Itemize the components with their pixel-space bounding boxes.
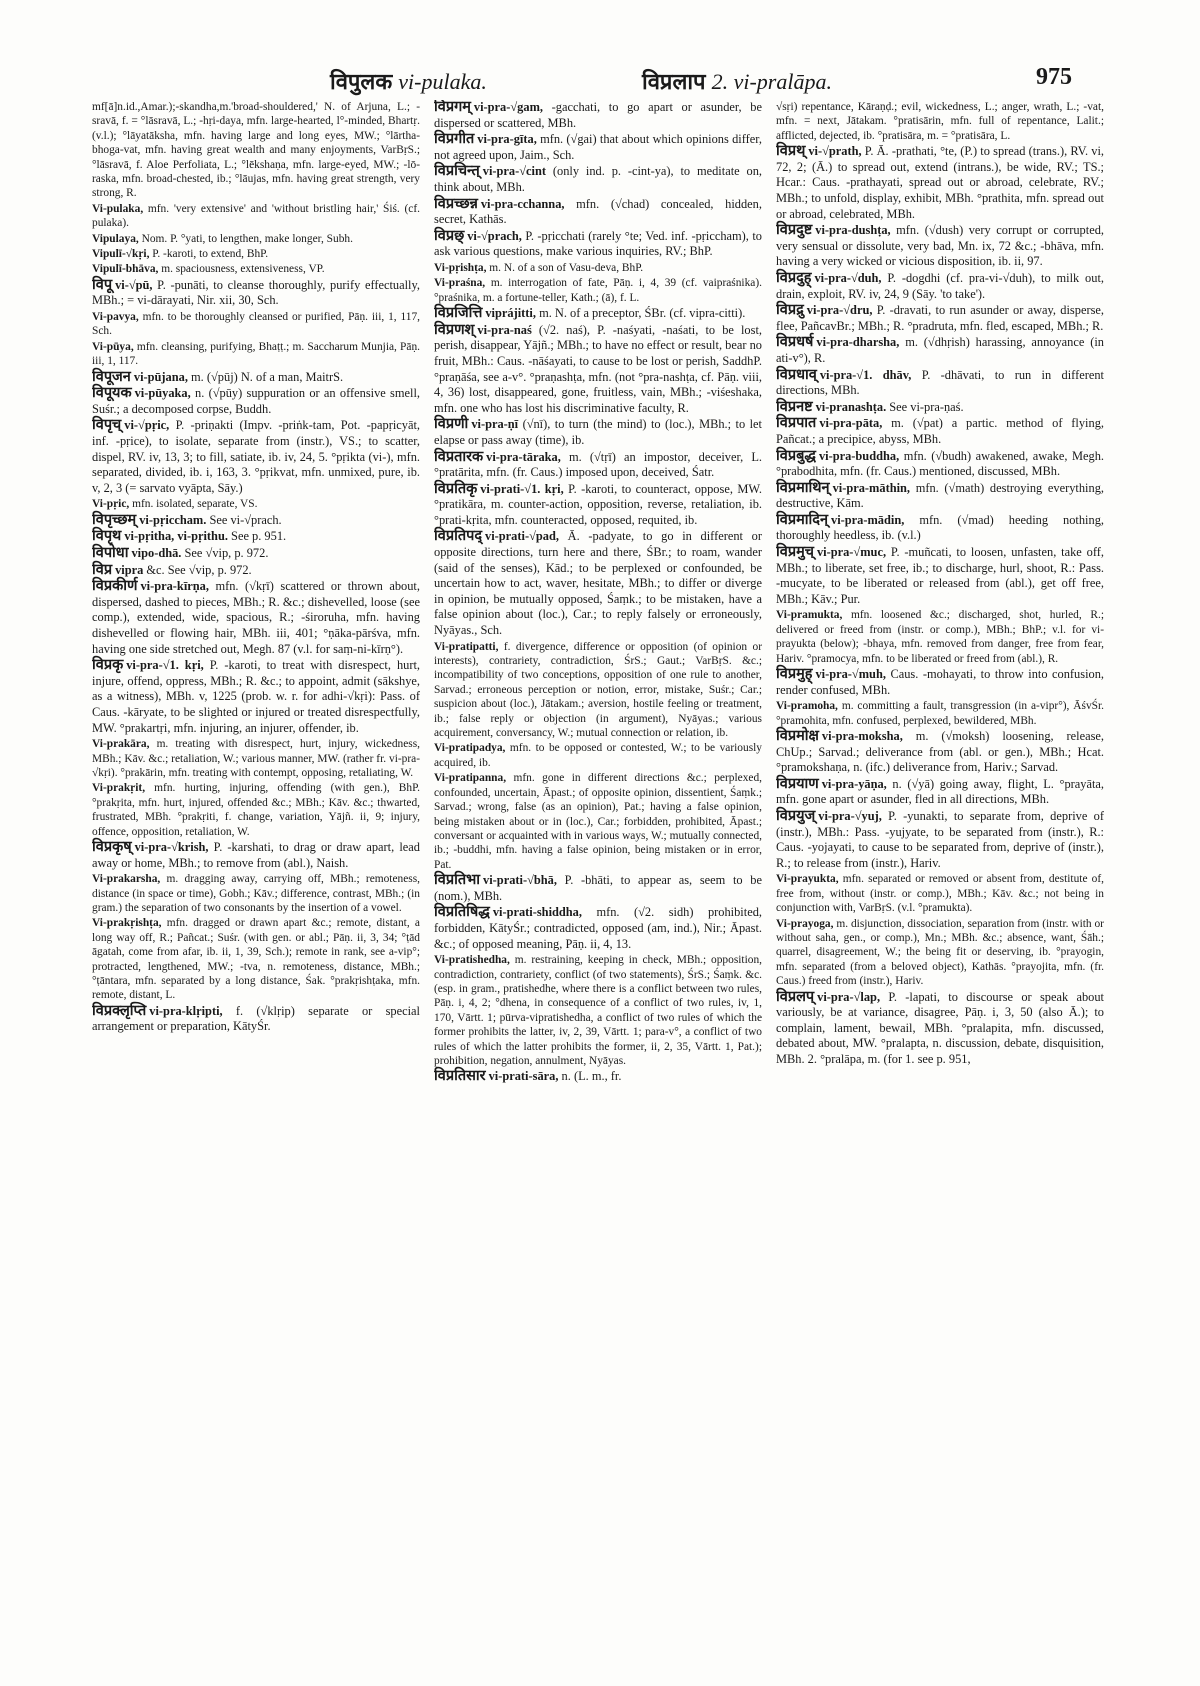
entry-headword: vi-√prach, xyxy=(467,228,522,243)
entry-headword: viprájitti, xyxy=(485,306,536,321)
dictionary-entry xyxy=(776,368,1104,399)
entry-devanagari-headword: विपोधा xyxy=(92,545,129,562)
entry-devanagari-headword: विप्रणी xyxy=(434,416,469,433)
dictionary-entry xyxy=(92,418,420,496)
entry-definition: Nom. P. °yati, to lengthen, make longer, Subh. xyxy=(141,232,353,245)
dictionary-entry xyxy=(434,164,762,195)
entry-definition: m. interrogation of fate, Pāṇ. i, 4, 39 (cf. vaipraśnika). °praśnika, m. a fortune-teller, Kath.; (ā), f. L. xyxy=(434,277,762,304)
entry-definition: See √vip, p. 972. xyxy=(184,546,269,561)
entry-devanagari-headword: विप्रयाण xyxy=(776,775,819,792)
entry-definition: √sṛi) repentance, Kāraṇḍ.; evil, wickedness, L.; anger, wrath, L.; -vat, mfn. = next, Jātakam. °pratisārin, mfn. full of repentance, Lalit.; afflicted, dejected, ib. °pratisāra, m. = °pratisāra, L. xyxy=(776,101,1104,142)
entry-definition: (√2. naś), P. -naśyati, -naśati, to be lost, perish, disappear, Yājñ.; MBh.; to have no effect or result, bear no fruit, MBh.: Caus. -nāśayati, to cause to be lost or perish, SaddhP. °praṇāśa, see a-v°. °praṇashṭa, mfn. (not °pra-nashṭa, cf. Pāṇ. viii, 4, 36) lost, disappeared, gone, fruitless, vain, MBh.; -viśeshaka, mfn. one who has lost his discriminative faculty, R. xyxy=(434,322,762,415)
dictionary-entry xyxy=(776,608,1104,666)
dictionary-entry xyxy=(776,400,1104,416)
dictionary-entry xyxy=(92,546,420,562)
entry-headword: vi-pra-√krish, xyxy=(134,840,209,854)
dictionary-entry xyxy=(92,370,420,386)
entry-definition: P. -karshati, to drag or draw apart, lead away or home, MBh.; to remove from (abl.), Naish. xyxy=(92,840,420,870)
dictionary-entry xyxy=(776,872,1104,915)
dictionary-entry xyxy=(92,247,420,261)
entry-definition: mfn. (√kṛī) scattered or thrown about, dispersed, dashed to pieces, MBh.; R. &c.; dishevelled, loose (see comp.), extended, wide, spacious, R.; -śiroruha, mfn. having dishevelled or flowing hair, MBh. iii, 401; °ṇāka-pārśva, mfn. having one side stretched out, Megh. 87 (v.l. for saṃ-ni-kīrṇ°). xyxy=(92,579,420,656)
entry-definition: mfn. (√2. sidh) prohibited, forbidden, KātyŚr.; contradicted, opposed (am, ind.), Nir.; Āpast. &c.; of opposed meaning, Pāṇ. ii, 4, 13. xyxy=(434,905,762,951)
dictionary-entry xyxy=(776,144,1104,222)
entry-devanagari-headword: विप्रणश् xyxy=(434,321,475,338)
entry-definition: Ā. -padyate, to go in different or opposite directions, turn here and there, ŚBr.; to roam, wander (said of the senses), Kād.; to be perplexed or confounded, be uncertain how to act, waver, hesitate, MBh.; to differ or diverge in opinion, be mutually opposed, Śaṃk.; to be mistaken, have a false opinion about (loc.), Car.; to reply falsely or erroneously, Nyāyas., Sch. xyxy=(434,529,762,638)
dictionary-entry xyxy=(776,667,1104,698)
dictionary-entry xyxy=(92,737,420,780)
dictionary-entry xyxy=(92,513,420,529)
entry-devanagari-headword: विप्रमादिन् xyxy=(776,511,828,528)
entry-headword: vi-prati-√pad, xyxy=(485,529,559,544)
entry-definition: P. -karoti, to treat with disrespect, hurt, injure, offend, oppress, MBh.; R. &c.; to appoint, admit (sākshye, as a witness), MBh. v, 1225 (prob. w. r. for adhi-√kṛi): Pass. of Caus. -kāryate, to be slighted or injured or treated disrespectfully, MW. °prakartṛi, mfn. injuring, an injurer, offender, ib. xyxy=(92,658,420,735)
dictionary-entry xyxy=(434,771,762,872)
entry-headword: vi-prati-sāra, xyxy=(488,1069,559,1084)
entry-devanagari-headword: विपृच्छम् xyxy=(92,511,137,528)
entry-headword: vi-pra-pāta, xyxy=(819,416,883,431)
dictionary-entry xyxy=(434,306,762,322)
entry-headword: vi-pra-√muc, xyxy=(816,545,887,560)
entry-definition: See vi-√prach. xyxy=(209,512,282,527)
dictionary-entry xyxy=(92,262,420,276)
entry-definition: mfn. gone in different directions &c.; perplexed, confounded, uncertain, Āpast.; of opposite opinion, dissentient, Śaṃk.; Sarvad.; wrong, false (as an opinion), Pat.; having a false opinion, being mistaken about or in (loc.), Car.; forbidden, prohibited, Āpast.; conversant or acquainted with in various ways, W.; mutually connected, ib.; -buddhi, mfn. having a false opinion, being mistaken or in error, Pat. xyxy=(434,772,762,871)
dictionary-entry xyxy=(92,340,420,369)
entry-headword: vi-pra-√1. dhāv, xyxy=(819,367,912,382)
header-left-latin: vi-pulaka. xyxy=(398,69,487,94)
entry-definition: P. -dhāvati, to run in different directions, MBh. xyxy=(776,367,1104,398)
dictionary-entry xyxy=(434,276,762,305)
dictionary-entry xyxy=(92,658,420,736)
entry-definition: m. disjunction, dissociation, separation from (instr. with or without saha, gen., or comp.), Mn.; MBh. &c.; absence, want, Śāh.; quarrel, disagreement, W.; the being fit or deserving, ib. °prayogin, mfn. separated (from a beloved object), Kathās. °prayojita, mfn. (fr. Caus.) freed from (instr.), Hariv. xyxy=(776,917,1104,988)
entry-definition: m. restraining, keeping in check, MBh.; opposition, contradiction, contrariety, conflict (of two statements), ŚrS.; Śaṃk. &c. (esp. in gram., pratishedhe, where there is a conflict between two rules, Pāṇ. i, 4, 2; °dhena, in consequence of a conflict of two rules, iv, 1, 170, Vārtt. 1; pūrva-vipratishedha, a conflict of two rules of which the former prohibits the latter, iv, 2, 39, Vārtt. 1; para-v°, a conflict of two rules of which the latter prohibits the former, ii, 2, 35, Vārtt. 1, Pat.); prohibition, negation, annulment, Nyāyas. xyxy=(434,954,762,1067)
header-left-devanagari: विपुलक xyxy=(330,69,393,94)
dictionary-entry xyxy=(776,990,1104,1068)
dictionary-entry xyxy=(434,417,762,448)
dictionary-entry xyxy=(776,271,1104,302)
dictionary-entry xyxy=(776,449,1104,480)
entry-devanagari-headword: विप्रतिकृ xyxy=(434,480,478,497)
entry-headword: Vi-prayoga, xyxy=(776,917,834,930)
entry-devanagari-headword: विप्रबुद्ध xyxy=(776,447,816,464)
entry-definition: (only ind. p. -cint-ya), to meditate on, think about, MBh. xyxy=(434,164,762,194)
entry-headword: vi-pra-cchanna, xyxy=(480,196,565,211)
dictionary-entry xyxy=(434,529,762,638)
entry-headword: Vi-prakṛit, xyxy=(92,782,146,795)
dictionary-entry xyxy=(776,729,1104,776)
dictionary-entry xyxy=(92,529,420,545)
entry-devanagari-headword: विप्रक्लृप्ति xyxy=(92,1002,147,1019)
dictionary-entry xyxy=(92,278,420,309)
dictionary-entry xyxy=(434,100,762,131)
header-left-headword xyxy=(330,66,487,96)
entry-definition: mfn. (√math) destroying everything, destructive, Kām. xyxy=(776,480,1104,511)
entry-devanagari-headword: विप्रमुह् xyxy=(776,666,813,683)
entry-headword: vi-pra-√cint xyxy=(482,164,547,179)
entry-devanagari-headword: विप्रतिषिद्ध xyxy=(434,904,490,921)
entry-devanagari-headword: विपृथ xyxy=(92,528,122,545)
entry-devanagari-headword: विप्रकृ xyxy=(92,657,124,674)
entry-devanagari-headword: विप्र xyxy=(92,561,113,578)
entry-definition: P. -dogdhi (cf. pra-vi-√duh), to milk out, drain, exploit, RV. iv, 24, 9 (Sāy. 'to take'). xyxy=(776,270,1104,301)
entry-definition: mfn. hurting, injuring, offending (with gen.), BhP. °prakṛita, mfn. hurt, injured, offended &c.; MBh.; Kāv. &c.; thwarted, frustrated, MBh. °prakṛiti, f. change, variation, Yājñ. ii, 9; injury, offence, opposition, retaliation, W. xyxy=(92,782,420,838)
entry-devanagari-headword: विप्रतिपद् xyxy=(434,528,483,545)
entry-definition: mfn. separated or removed or absent from, destitute of, free from, without (instr. or comp.), MBh.; Kāv. &c.; not being in conjunction with, VarBṛS. (v.l. °pramukta). xyxy=(776,873,1104,915)
entry-headword: vi-√pū, xyxy=(115,277,153,292)
dictionary-entry xyxy=(92,310,420,339)
dictionary-entry xyxy=(776,100,1104,143)
entry-devanagari-headword: विपूजन xyxy=(92,368,131,385)
entry-headword: Vi-prakarsha, xyxy=(92,873,161,886)
entry-headword: vi-pra-ṇī xyxy=(471,417,519,432)
entry-headword: vi-pra-naś xyxy=(477,322,532,337)
dictionary-entry xyxy=(434,482,762,529)
dictionary-entry xyxy=(776,917,1104,989)
dictionary-entry xyxy=(776,545,1104,607)
entry-definition: mfn. isolated, separate, VS. xyxy=(132,498,258,511)
entry-devanagari-headword: विप्रच्छन्न xyxy=(434,195,478,212)
entry-devanagari-headword: विप्रतिसार xyxy=(434,1068,486,1085)
entry-headword: Vi-pṛic, xyxy=(92,498,130,511)
entry-definition: m. (√pūj) N. of a man, MaitrS. xyxy=(191,369,344,384)
entry-headword: Vi-pratipanna, xyxy=(434,772,507,785)
entry-devanagari-headword: विप्रगम् xyxy=(434,100,471,115)
entry-definition: m. (√moksh) loosening, release, ChUp.; Sarvad.; deliverance from (abl. or gen.), MBh.; Hcat. °pramokshaṇa, n. (ifc.) deliverance from, Hariv.; Sarvad. xyxy=(776,729,1104,775)
dictionary-entry xyxy=(92,497,420,511)
dictionary-entry xyxy=(92,781,420,839)
entry-headword: vi-pra-buddha, xyxy=(818,448,900,463)
entry-headword: vi-pūyaka, xyxy=(134,386,191,401)
entry-headword: vi-pra-√muh, xyxy=(815,667,886,682)
entry-headword: Vi-prayukta, xyxy=(776,873,839,886)
dictionary-entry xyxy=(434,1069,762,1085)
header-center-latin: 2. vi-pralāpa. xyxy=(711,69,832,94)
dictionary-entry xyxy=(434,261,762,275)
entry-definition: m. (√tṛī) an impostor, deceiver, L. °pratārita, mfn. (fr. Caus.) imposed upon, deceived, Śatr. xyxy=(434,449,762,480)
dictionary-entry xyxy=(92,100,420,201)
entry-headword: vi-pra-√lap, xyxy=(817,989,881,1004)
entry-devanagari-headword: विप्रकीर्ण xyxy=(92,578,138,595)
entry-headword: Vi-prakṛishṭa, xyxy=(92,917,162,930)
entry-headword: vi-pra-kīrṇa, xyxy=(140,579,209,594)
entry-headword: vi-pra-√1. kṛi, xyxy=(126,658,204,673)
entry-headword: Vi-pratishedha, xyxy=(434,954,510,967)
entry-definition: -gacchati, to go apart or asunder, be dispersed or scattered, MBh. xyxy=(434,100,762,130)
dictionary-entry xyxy=(434,640,762,741)
entry-headword: vi-pṛiccham. xyxy=(139,512,207,527)
entry-devanagari-headword: विप्रचिन्त् xyxy=(434,163,480,180)
entry-devanagari-headword: विप्रधाव् xyxy=(776,366,817,383)
dictionary-entry xyxy=(92,579,420,657)
entry-definition: P. -lapati, to discourse or speak about variously, be at variance, disagree, Pāṇ. i, 3, 50 (also Ā.); to complain, lament, bewail, MBh. °pralapita, mfn. discussed, debated about, MW. °pralapta, n. discussion, debate, disquisition, MBh. 2. °pralāpa, m. (for 1. see p. 951, xyxy=(776,989,1104,1067)
entry-devanagari-headword: विप्रलप् xyxy=(776,988,815,1005)
entry-definition: mfn. dragged or drawn apart &c.; remote, distant, a long way off, R.; Pañcat.; Suśr. (with gen. or abl.; Pāṇ. ii, 3, 34; °ṭād āgatah, come from afar, ib. ii, 1, 39, Sch.); remote in rank, see a-vip°; protracted, lengthened, MW.; -tva, n. remoteness, distance, MBh.; °ṭāntara, mfn. separated by a long distance, Śak. °prakṛishṭaka, mfn. remote, distant, L. xyxy=(92,917,420,1002)
header-center-headword xyxy=(642,66,832,96)
entry-headword: Vipulī-√kṛi, xyxy=(92,248,150,261)
entry-devanagari-headword: विपू xyxy=(92,276,113,293)
column-1 xyxy=(92,100,420,1600)
entry-definition: &c. See √vip, p. 972. xyxy=(146,562,252,577)
entry-definition: mfn. (√budh) awakened, awake, Megh. °prabodhita, mfn. (fr. Caus.) mentioned, discussed, MBh. xyxy=(776,448,1104,479)
entry-headword: vi-pra-gīta, xyxy=(477,132,537,147)
entry-definition: P. -dravati, to run asunder or away, disperse, flee, PañcavBr.; MBh.; R. °pradruta, mfn. fled, escaped, MBh.; R. xyxy=(776,303,1104,333)
dictionary-entry xyxy=(434,323,762,417)
dictionary-entry xyxy=(92,232,420,246)
entry-definition: (√nī), to turn (the mind) to (loc.), MBh.; to let elapse or pass away (time), ib. xyxy=(434,417,762,447)
entry-headword: Vi-pratipatti, xyxy=(434,640,499,653)
running-header xyxy=(0,62,1200,96)
dictionary-entry xyxy=(434,132,762,163)
dictionary-entry xyxy=(776,481,1104,512)
entry-definition: P. -priṇakti (Impv. -priṅk-tam, Pot. -papṛicyāt, inf. -pṛice), to isolate, separate from (instr.), VS.; to scatter, dispel, RV. iv, 13, 3; to fill, satiate, ib. iv, 24, 5. °pṛikta (vi-), mfn. separated, divided, ib. i, 163, 3. °pṛikvat, mfn. unmixed, pure, ib. v, 2, 3 (= sarvato vyāpta, Sāy.) xyxy=(92,418,420,495)
page-number: 975 xyxy=(1036,64,1072,90)
dictionary-entry xyxy=(434,450,762,481)
entry-devanagari-headword: विप्रमाथिन् xyxy=(776,479,830,496)
dictionary-entry xyxy=(776,335,1104,366)
entry-definition: m. N. of a son of Vasu-deva, BhP. xyxy=(489,261,644,274)
entry-devanagari-headword: विप्रथ् xyxy=(776,143,806,160)
dictionary-entry xyxy=(92,386,420,417)
header-center-devanagari: विप्रलाप xyxy=(642,69,706,94)
entry-headword: vi-pra-tāraka, xyxy=(486,449,561,464)
entry-definition: n. (√yā) going away, flight, L. °prayāta, mfn. gone apart or asunder, fled in all directions, MBh. xyxy=(776,776,1104,807)
entry-definition: n. (√pūy) suppuration or an offensive smell, Suśr.; a decomposed corpse, Buddh. xyxy=(92,386,420,416)
entry-devanagari-headword: विप्रदुह् xyxy=(776,269,812,286)
entry-definition: mfn. (√chad) concealed, hidden, secret, Kathās. xyxy=(434,196,762,227)
entry-headword: vi-prati-√bhā, xyxy=(483,873,557,888)
dictionary-entry xyxy=(92,202,420,231)
entry-headword: vi-pra-klṛipti, xyxy=(149,1003,223,1018)
entry-devanagari-headword: विप्रपात xyxy=(776,415,817,432)
dictionary-entry xyxy=(776,699,1104,728)
entry-definition: mfn. (√dush) very corrupt or corrupted, very sensual or dissolute, very bad, Mn. ix, 72 &c.; -bhāva, mfn. having a very wicked or vicious disposition, ib. ii, 97. xyxy=(776,223,1104,269)
entry-definition: mfn. loosened &c.; discharged, shot, hurled, R.; delivered or freed from (instr. or comp.), MBh.; BhP.; v.l. for vi-prayukta (below); -bhaya, mfn. removed from danger, free from fear, Hariv. °pramocya, mfn. to be liberated or freed from (abl.), R. xyxy=(776,609,1104,665)
dictionary-entry xyxy=(92,840,420,871)
entry-headword: vi-√prath, xyxy=(808,144,862,159)
entry-definition: mfn. to be opposed or contested, W.; to be variously acquired, ib. xyxy=(434,742,762,769)
dictionary-entry xyxy=(776,809,1104,871)
column-2 xyxy=(434,100,762,1600)
entry-devanagari-headword: विपृच् xyxy=(92,417,122,434)
entry-definition: f. divergence, difference or opposition (of opinion or interests), contrariety, contradiction, ŚrS.; Gaut.; VarBṛS. &c.; incompatibility of two conceptions, opposition of one rule to another, Sarvad.; erroneous perception or notion, error, mistake, Suśr.; Car.; suspicion about (loc.), Jātakam.; aversion, hostile feeling or treatment, ib.; false reply or objection (in argument), Nyāyas.; various acquirement, conversancy, W.; mutual connection or relation, ib. xyxy=(434,640,762,740)
entry-devanagari-headword: विपूयक xyxy=(92,385,132,402)
dictionary-entry xyxy=(434,197,762,228)
entry-headword: vi-prati-shiddha, xyxy=(492,905,582,920)
dictionary-entry xyxy=(92,916,420,1002)
dictionary-entry xyxy=(776,513,1104,544)
entry-devanagari-headword: विप्रजित्ति xyxy=(434,305,483,322)
entry-headword: Vi-praśna, xyxy=(434,277,486,290)
entry-headword: vi-√pṛic, xyxy=(124,418,170,433)
entry-headword: vi-pūjana, xyxy=(133,369,188,384)
dictionary-entry xyxy=(92,563,420,579)
dictionary-entry xyxy=(776,223,1104,270)
entry-definition: mfn. (√gai) that about which opinions differ, not agreed upon, Jaim., Sch. xyxy=(434,132,762,162)
entry-definition: See vi-pra-ṇaś. xyxy=(889,399,964,414)
dictionary-entry xyxy=(776,303,1104,334)
dictionary-entry xyxy=(434,741,762,770)
dictionary-entry xyxy=(434,229,762,260)
entry-headword: vi-pra-dharsha, xyxy=(816,335,900,350)
entry-headword: Vi-pramukta, xyxy=(776,609,843,622)
entry-definition: mfn. cleansing, purifying, Bhaṭṭ.; m. Saccharum Munjia, Pāṇ. iii, 1, 117. xyxy=(92,340,420,368)
entry-definition: See p. 951. xyxy=(231,529,287,544)
entry-definition: P. Ā. -prathati, °te, (P.) to spread (trans.), RV. vi, 72, 2; (Ā.) to spread out, extend (intrans.), be wide, RV.; TS.; Hcar.: Caus. -prathayati, spread out or abroad, celebrate, RV.; MBh.; to unfold, display, exhibit, MBh. °prathita, mfn. spread out or abroad, celebrated, MBh. xyxy=(776,144,1104,221)
entry-headword: vi-pṛitha, vi-pṛithu. xyxy=(124,529,228,544)
entry-definition: mfn. to be thoroughly cleansed or purified, Pāṇ. iii, 1, 117, Sch. xyxy=(92,311,420,338)
dictionary-entry xyxy=(434,905,762,952)
entry-definition: P. -punāti, to cleanse thoroughly, purify effectually, MBh.; = vi-dārayati, Nir. xii, 30, Sch. xyxy=(92,277,420,308)
entry-headword: Vi-pratipadya, xyxy=(434,742,506,755)
entry-devanagari-headword: विप्रगीत xyxy=(434,131,475,148)
entry-definition: P. -muñcati, to loosen, unfasten, take off, MBh.; to liberate, set free, ib.; to discharge, hurl, shoot, R.: Pass. -mucyate, to be liberated or released from (abl.), get off free, MBh.; Kāv.; Pur. xyxy=(776,545,1104,606)
dictionary-entry xyxy=(434,873,762,904)
entry-headword: Vi-pṛishṭa, xyxy=(434,261,487,274)
entry-definition: n. (L. m., fr. xyxy=(561,1069,622,1084)
dictionary-entry xyxy=(434,953,762,1068)
entry-definition: P. -karoti, to counteract, oppose, MW. °pratikāra, m. counter-action, opposition, reverse, retaliation, ib. °prati-kṛita, mfn. counteracted, opposed, requited, ib. xyxy=(434,481,762,527)
entry-devanagari-headword: विप्रतारक xyxy=(434,448,484,465)
entry-headword: vi-pra-√yuj, xyxy=(818,809,882,824)
entry-devanagari-headword: विप्रतिभा xyxy=(434,872,481,889)
entry-headword: Vipulaya, xyxy=(92,232,139,245)
entry-headword: vi-prati-√1. kṛi, xyxy=(480,481,564,496)
entry-headword: Vipulī-bhāva, xyxy=(92,263,159,276)
entry-definition: P. -bhāti, to appear as, seem to be (nom.), MBh. xyxy=(434,873,762,903)
entry-headword: vi-pra-√duh, xyxy=(814,270,882,285)
entry-devanagari-headword: विप्रद्रु xyxy=(776,302,804,319)
entry-headword: vi-pra-yāṇa, xyxy=(821,776,887,791)
entry-definition: m. spaciousness, extensiveness, VP. xyxy=(161,263,325,276)
entry-headword: vi-pra-mādin, xyxy=(831,512,905,527)
entry-devanagari-headword: विप्रदुष्ट xyxy=(776,222,813,239)
entry-headword: Vi-pramoha, xyxy=(776,700,838,713)
entry-devanagari-headword: विप्रमोक्ष xyxy=(776,728,819,745)
entry-devanagari-headword: विप्रधर्ष xyxy=(776,334,814,351)
entry-definition: m. (√dhṛish) harassing, annoyance (in ati-v°), R. xyxy=(776,335,1104,365)
entry-headword: Vi-pavya, xyxy=(92,311,139,324)
entry-headword: vi-pra-√gam, xyxy=(473,100,543,114)
entry-definition: mfn. 'very extensive' and 'without bristling hair,' Śiś. (cf. pulaka). xyxy=(92,202,420,230)
entry-definition: Caus. -mohayati, to throw into confusion, render confused, MBh. xyxy=(776,667,1104,697)
dictionary-entry xyxy=(92,872,420,915)
dictionary-entry xyxy=(776,777,1104,808)
column-3 xyxy=(776,100,1104,1600)
entry-headword: Vi-prakāra, xyxy=(92,738,150,751)
entry-definition: mf[ā]n.id.,Amar.);-skandha,m.'broad-shouldered,' N. of Arjuna, L.; -sravā, f. = °lāsravā, L.; -hṛi-daya, mfn. large-hearted, l°-minded, Bhartṛ. (v.l.); °lāyatāksha, mfn. having large and long eyes, MW.; °lārtha-bhoga-vat, mfn. having great wealth and many enjoyments, VarBṛS.; °lāsravā, f. Aloe Perfoliata, L.; °lēkshaṇa, mfn. large-eyed, MW.; -lō-raska, mfn. broad-chested, ib.; °lāujas, mfn. having great strength, very strong, R. xyxy=(92,101,420,200)
entry-definition: m. dragging away, carrying off, MBh.; remoteness, distance (in space or time), Gobh.; Kāv.; difference, contrast, MBh.; (in gram.) the separation of two consonants by the insertion of a vowel. xyxy=(92,873,420,914)
entry-devanagari-headword: विप्रकृष् xyxy=(92,839,132,855)
entry-definition: m. N. of a preceptor, ŚBr. (cf. vipra-citti). xyxy=(539,306,746,321)
entry-headword: vi-pra-māthin, xyxy=(832,480,911,495)
entry-definition: P. -pṛicchati (rarely °te; Ved. inf. -pṛiccham), to ask various questions, make various inquiries, RV.; BhP. xyxy=(434,228,762,259)
entry-devanagari-headword: विप्रमुच् xyxy=(776,544,814,561)
dictionary-entry xyxy=(776,416,1104,447)
entry-headword: vipra xyxy=(115,562,144,577)
entry-definition: mfn. (√mad) heeding nothing, thoroughly heedless, ib. (v.l.) xyxy=(776,512,1104,543)
entry-definition: m. (√pat) a partic. method of flying, Pañcat.; a precipice, abyss, MBh. xyxy=(776,416,1104,446)
entry-definition: P. -yunakti, to separate from, deprive of (instr.), MBh.: Pass. -yujyate, to be separated from (instr.), R.: Caus. -yojayati, to cause to be separated from, deprive of (instr.), R.; to release from (instr.), Hariv. xyxy=(776,809,1104,870)
entry-headword: vi-pra-dushṭa, xyxy=(815,223,891,238)
entry-headword: Vi-pūya, xyxy=(92,340,134,353)
entry-definition: P. -karoti, to extend, BhP. xyxy=(152,248,269,261)
entry-devanagari-headword: विप्रछ् xyxy=(434,227,465,244)
entry-headword: Vi-pulaka, xyxy=(92,202,144,215)
entry-definition: f. (√klṛip) separate or special arrangement or preparation, KātyŚr. xyxy=(92,1003,420,1034)
entry-headword: vi-pra-√dru, xyxy=(806,303,873,318)
entry-headword: vi-pranashṭa. xyxy=(815,399,887,414)
entry-definition: m. treating with disrespect, hurt, injury, wickedness, MBh.; Kāv. &c.; retaliation, W.; various manner, MW. (rather fr. vi-pra-√kṛi). °prakārin, mfn. treating with contempt, opposing, retaliating, W. xyxy=(92,738,420,779)
entry-devanagari-headword: विप्रनष्ट xyxy=(776,398,813,415)
entry-headword: vipo-dhā. xyxy=(131,546,182,561)
dictionary-entry xyxy=(92,1004,420,1035)
text-columns xyxy=(92,100,1106,1600)
entry-devanagari-headword: विप्रयुज् xyxy=(776,808,816,825)
entry-headword: vi-pra-moksha, xyxy=(821,729,903,744)
entry-definition: m. committing a fault, transgression (in a-vipr°), ĀśvŚr. °pramohita, mfn. confused, perplexed, bewildered, MBh. xyxy=(776,700,1104,727)
